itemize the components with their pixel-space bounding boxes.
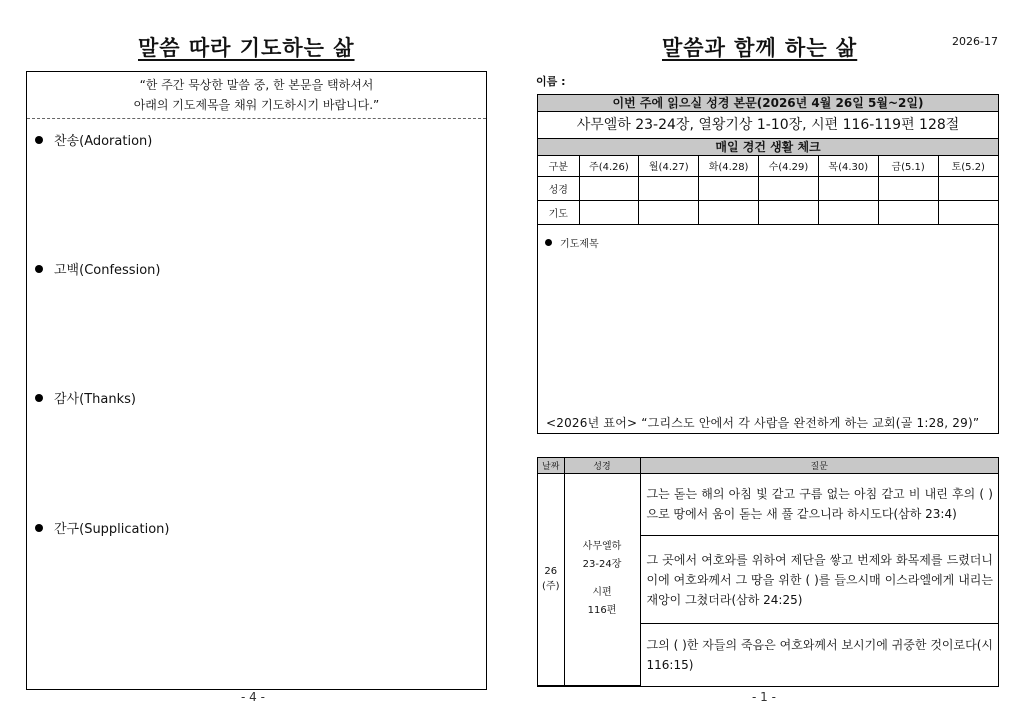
check-cell[interactable] [818, 176, 878, 200]
prayer-topics [545, 235, 599, 250]
prayer-worksheet [26, 71, 487, 690]
section-label: 찬송(Adoration) [54, 134, 153, 149]
quiz-bible-range [564, 473, 640, 686]
day-wed: 수(4.29) [759, 156, 819, 176]
day-tue: 화(4.28) [699, 156, 759, 176]
check-cell[interactable] [579, 176, 639, 200]
check-cell[interactable] [699, 200, 759, 224]
section-label: 감사(Thanks) [54, 392, 136, 407]
year-motto: <2026년 표어> “그리스도 안에서 각 사람을 완전하게 하는 교회(골 1:28, 29)” [546, 415, 980, 430]
day-thu: 목(4.30) [818, 156, 878, 176]
section-label: 고백(Confession) [54, 263, 161, 278]
check-cell[interactable] [878, 200, 938, 224]
quiz-question-1: 그는 돋는 해의 아침 빛 같고 구름 없는 아침 같고 비 내린 후의 ( )으로 땅에서 움이 돋는 새 풀 같으니라 하시도다(삼하 23:4) [640, 473, 998, 535]
quiz-header-row [538, 458, 998, 473]
right-page-title: 말씀과 함께 하는 삶 [662, 36, 858, 60]
section-adoration [35, 130, 152, 149]
header-bible: 성경 [564, 458, 640, 473]
bullet-icon [35, 265, 43, 273]
day-fri: 금(5.1) [878, 156, 938, 176]
check-cell[interactable] [639, 200, 699, 224]
day-mon: 월(4.27) [639, 156, 699, 176]
check-cell[interactable] [639, 176, 699, 200]
day-sat: 토(5.2) [938, 156, 998, 176]
check-cell[interactable] [938, 200, 998, 224]
day-sun: 주(4.26) [579, 156, 639, 176]
quiz-question-2: 그 곳에서 여호와를 위하여 제단을 쌓고 번제와 화목제를 드렸더니 이에 여호와께서 그 땅을 위한 ( )를 들으시매 이스라엘에게 내리는 재앙이 그쳤더라(삼하 24:25) [640, 535, 998, 624]
left-page-number: - 4 - [241, 690, 265, 704]
bullet-icon [35, 136, 43, 144]
bullet-icon [35, 394, 43, 402]
left-page-title: 말씀 따라 기도하는 삶 [138, 36, 355, 60]
right-page-number: - 1 - [752, 690, 776, 704]
header-date: 날짜 [538, 458, 564, 473]
row-label-prayer: 기도 [538, 200, 579, 224]
check-cell[interactable] [759, 176, 819, 200]
issue-number: 2026-17 [952, 35, 998, 48]
check-row-bible [538, 176, 998, 200]
prayer-topics-area [538, 225, 998, 436]
quiz-question-3: 그의 ( )한 자들의 죽음은 여호와께서 보시기에 귀중한 것이로다(시 116:15) [640, 624, 998, 686]
row-label-bible: 성경 [538, 176, 579, 200]
check-cell[interactable] [938, 176, 998, 200]
header-question: 질문 [640, 458, 998, 473]
prayer-topics-label: 기도제목 [560, 238, 599, 250]
instruction-line-1: “한 주간 묵상한 말씀 중, 한 본문을 택하셔서 [139, 78, 374, 92]
quiz-row [538, 473, 998, 535]
instruction-line-2: 아래의 기도제목을 채워 기도하시기 바랍니다.” [133, 98, 380, 112]
section-confession [35, 259, 160, 278]
quiz-day: 26 [544, 566, 558, 578]
check-row-prayer [538, 200, 998, 224]
instruction [27, 72, 486, 119]
bullet-icon [35, 524, 43, 532]
range-1: 23-24장 [582, 559, 622, 571]
section-thanks [35, 388, 136, 407]
check-cell[interactable] [699, 176, 759, 200]
bible-quiz-table [538, 458, 998, 686]
daily-check-table [538, 156, 998, 225]
check-cell[interactable] [878, 176, 938, 200]
bullet-icon [545, 239, 552, 246]
book-2: 시편 [592, 587, 612, 599]
book-1: 사무엘하 [582, 541, 622, 553]
check-cell[interactable] [818, 200, 878, 224]
section-label: 간구(Supplication) [54, 522, 170, 537]
quiz-weekday: (주) [542, 581, 560, 593]
bible-quiz-box [537, 457, 999, 687]
check-cell[interactable] [579, 200, 639, 224]
reading-header: 이번 주에 읽으실 성경 본문(2026년 4월 26일 5월~2일) [538, 95, 998, 112]
section-supplication [35, 518, 170, 537]
daily-check-header: 매일 경건 생활 체크 [538, 139, 998, 156]
quiz-date [538, 473, 564, 686]
check-header-row [538, 156, 998, 176]
reading-passages: 사무엘하 23-24장, 열왕기상 1-10장, 시편 116-119편 128절 [538, 112, 998, 139]
reading-plan-box [537, 94, 999, 434]
check-cell[interactable] [759, 200, 819, 224]
name-label: 이름 : [536, 75, 566, 88]
check-corner: 구분 [538, 156, 579, 176]
range-2: 116편 [587, 605, 617, 617]
